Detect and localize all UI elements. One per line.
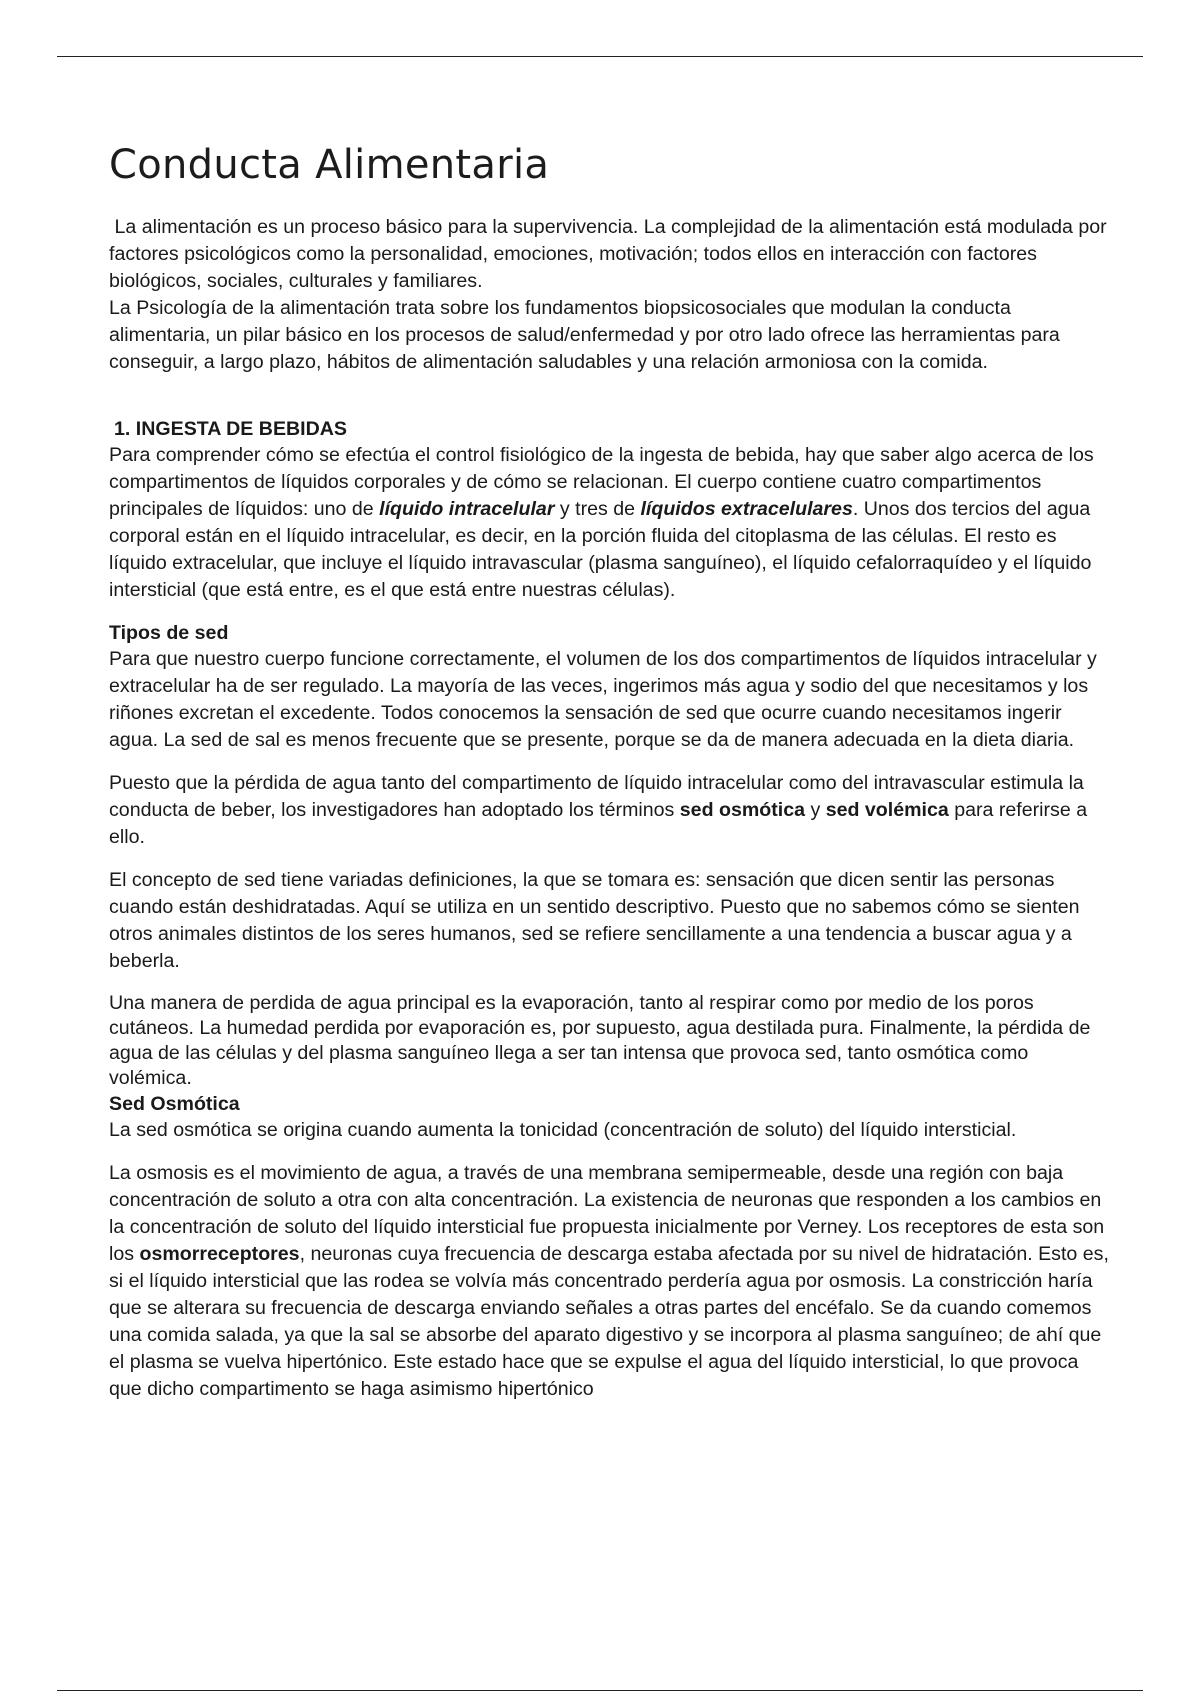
intro-paragraph-2: La Psicología de la alimentación trata sobre los fundamentos biopsicosociales que modulan la conducta alimentaria, un pilar básico en los procesos de salud/enfermedad y por otro lado ofrece las herramientas para conseguir, a largo plazo, hábitos de alimentación saludables y una relación armoniosa con la comida. bbox=[109, 297, 1060, 373]
ingesta-text-a: Para comprender cómo se efectúa el control fisiológico de la ingesta de bebida, hay que saber algo acerca de los compartimentos de líquidos corporales y de cómo se relacionan. El cuerpo contiene cuatro compartimentos principales de líquidos: uno de bbox=[109, 444, 1094, 520]
document-title: Conducta Alimentaria bbox=[109, 142, 550, 188]
ingesta-text-b: y tres de bbox=[554, 498, 641, 520]
subheading-tipos-de-sed: Tipos de sed bbox=[109, 622, 229, 644]
section-heading-ingesta: 1. INGESTA DE BEBIDAS bbox=[114, 418, 347, 440]
term-sed-osmotica: sed osmótica bbox=[679, 799, 806, 821]
tipos-paragraph-2 bbox=[109, 770, 1109, 851]
term-sed-volemica: sed volémica bbox=[825, 799, 949, 821]
osmotica-paragraph-1: La sed osmótica se origina cuando aumenta la tonicidad (concentración de soluto) del líquido intersticial. bbox=[109, 1119, 1017, 1141]
tipos-p2-text-b: y bbox=[805, 799, 826, 821]
ingesta-paragraph bbox=[109, 442, 1109, 604]
tipos-p2-text-a: Puesto que la pérdida de agua tanto del compartimento de líquido intracelular como del intravascular estimula la conducta de beber, los investigadores han adoptado los términos bbox=[109, 772, 1084, 821]
ingesta-text-c: . Unos dos tercios del agua corporal están en el líquido intracelular, es decir, en la porción fluida del citoplasma de las células. El resto es líquido extracelular, que incluye el líquido intravascular (plasma sanguíneo), el líquido cefalorraquídeo y el líquido intersticial (que está entre, es el que está entre nuestras células). bbox=[109, 498, 1092, 601]
bottom-rule bbox=[57, 1690, 1143, 1691]
osmotica-p2-text-b: , neuronas cuya frecuencia de descarga estaba afectada por su nivel de hidratación. Esto es, si el líquido intersticial que las rodea se volvía más concentrado perdería agua por osmosis. La constricción haría que se alterara su frecuencia de descarga enviando señales a otras partes del encéfalo. Se da cuando comemos una comida salada, ya que la sal se absorbe del aparato digestivo y se incorpora al plasma sanguíneo; de ahí que el plasma se vuelva hipertónico. Este estado hace que se expulse el agua del líquido intersticial, lo que provoca que dicho compartimento se haga asimismo hipertónico bbox=[109, 1243, 1109, 1400]
term-liquido-intracelular: líquido intracelular bbox=[379, 498, 555, 520]
document-body bbox=[109, 140, 1113, 1403]
top-rule bbox=[57, 56, 1143, 57]
term-liquidos-extracelulares: líquidos extracelulares bbox=[640, 498, 853, 520]
subheading-sed-osmotica: Sed Osmótica bbox=[109, 1093, 240, 1115]
tipos-paragraph-3: El concepto de sed tiene variadas definiciones, la que se tomara es: sensación que dicen sentir las personas cuando están deshidratadas. Aquí se utiliza en un sentido descriptivo. Puesto que no sabemos cómo se sienten otros animales distintos de los seres humanos, sed se refiere sencillamente a una tendencia a buscar agua y a beberla. bbox=[109, 869, 1080, 972]
tipos-paragraph-4: Una manera de perdida de agua principal es la evaporación, tanto al respirar como por medio de los poros cutáneos. La humedad perdida por evaporación es, por supuesto, agua destilada pura. Finalmente, la pérdida de agua de las células y del plasma sanguíneo llega a ser tan intensa que provoca sed, tanto osmótica como volémica. bbox=[109, 992, 1091, 1089]
osmotica-p2-text-a: La osmosis es el movimiento de agua, a través de una membrana semipermeable, desde una región con baja concentración de soluto a otra con alta concentración. La existencia de neuronas que responden a los cambios en la concentración de soluto del líquido intersticial fue propuesta inicialmente por Verney. Los receptores de esta son los bbox=[109, 1162, 1105, 1265]
osmotica-paragraph-2 bbox=[109, 1160, 1109, 1403]
intro-paragraph-1: La alimentación es un proceso básico para la supervivencia. La complejidad de la alimentación está modulada por factores psicológicos como la personalidad, emociones, motivación; todos ellos en interacción con factores biológicos, sociales, culturales y familiares. bbox=[109, 216, 1113, 292]
tipos-paragraph-1: Para que nuestro cuerpo funcione correctamente, el volumen de los dos compartimentos de líquidos intracelular y extracelular ha de ser regulado. La mayoría de las veces, ingerimos más agua y sodio del que necesitamos y los riñones excretan el excedente. Todos conocemos la sensación de sed que ocurre cuando necesitamos ingerir agua. La sed de sal es menos frecuente que se presente, porque se da de manera adecuada en la dieta diaria. bbox=[109, 648, 1097, 751]
term-osmorreceptores: osmorreceptores bbox=[139, 1243, 300, 1265]
tipos-p2-text-c: para referirse a ello. bbox=[109, 799, 1088, 848]
